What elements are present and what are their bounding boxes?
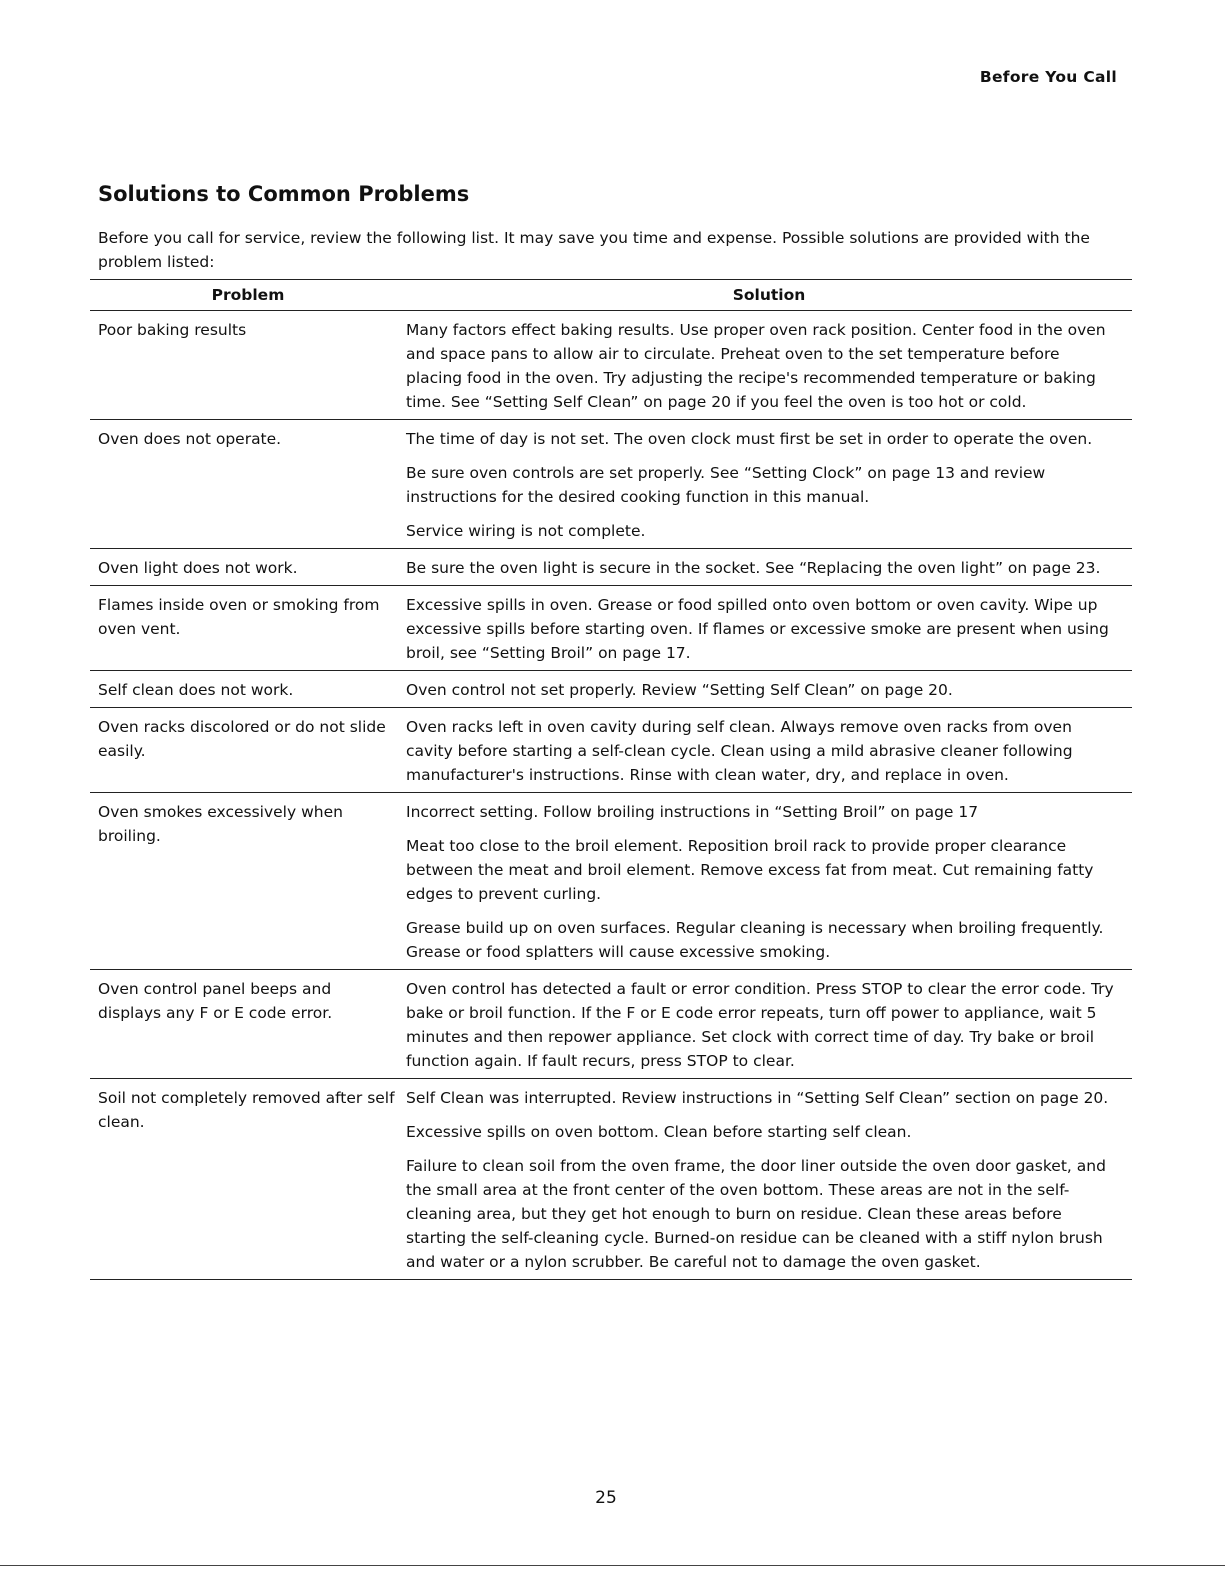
solution-paragraph: Oven control has detected a fault or error condition. Press STOP to clear the error code. Try bake or broil function. If the F or E code error repeats, turn off power to appliance, wait 5 minutes and then repower appliance. Set clock with correct time of day. Try bake or broil function again. If fault recurs, press STOP to clear.: [406, 980, 1114, 1070]
problem-cell: Oven smokes excessively when broiling.: [90, 793, 406, 970]
table-row: [90, 793, 1132, 970]
solution-paragraph: Self Clean was interrupted. Review instructions in “Setting Self Clean” section on page 20.: [406, 1089, 1109, 1107]
solution-paragraph: Meat too close to the broil element. Reposition broil rack to provide proper clearance between the meat and broil element. Remove excess fat from meat. Cut remaining fatty edges to prevent curling.: [406, 837, 1094, 903]
section-header: Before You Call: [979, 68, 1117, 86]
solution-paragraph: Excessive spills on oven bottom. Clean before starting self clean.: [406, 1123, 912, 1141]
page-title: Solutions to Common Problems: [98, 182, 470, 206]
table-row: [90, 311, 1132, 420]
solution-paragraph: Grease build up on oven surfaces. Regular cleaning is necessary when broiling frequently. Grease or food splatters will cause excessive smoking.: [406, 919, 1104, 961]
problem-cell: Poor baking results: [90, 311, 406, 420]
table-row: [90, 970, 1132, 1079]
table-header-row: [90, 280, 1132, 311]
solution-paragraph: Service wiring is not complete.: [406, 522, 646, 540]
page-bottom-rule: [0, 1565, 1225, 1566]
solution-cell: [406, 1079, 1132, 1280]
solution-cell: [406, 586, 1132, 671]
problem-cell: Oven control panel beeps and displays any F or E code error.: [90, 970, 406, 1079]
table-row: [90, 671, 1132, 708]
solution-column-header: Solution: [406, 280, 1132, 311]
solution-paragraph: Oven control not set properly. Review “Setting Self Clean” on page 20.: [406, 681, 953, 699]
problem-cell: Oven does not operate.: [90, 420, 406, 549]
problem-column-header: Problem: [90, 280, 406, 311]
table-row: [90, 708, 1132, 793]
solution-cell: [406, 970, 1132, 1079]
table-row: [90, 420, 1132, 549]
solution-paragraph: Be sure the oven light is secure in the socket. See “Replacing the oven light” on page 23.: [406, 559, 1101, 577]
solution-paragraph: Incorrect setting. Follow broiling instructions in “Setting Broil” on page 17: [406, 803, 979, 821]
solution-paragraph: Many factors effect baking results. Use proper oven rack position. Center food in the oven and space pans to allow air to circulate. Preheat oven to the set temperature before placing food in the oven. Try adjusting the recipe's recommended temperature or baking time. See “Setting Self Clean” on page 20 if you feel the oven is too hot or cold.: [406, 321, 1106, 411]
table-row: [90, 549, 1132, 586]
problem-cell: Self clean does not work.: [90, 671, 406, 708]
solution-paragraph: Failure to clean soil from the oven frame, the door liner outside the oven door gasket, and the small area at the front center of the oven bottom. These areas are not in the self-cleaning area, but they get hot enough to burn on residue. Clean these areas before starting the self-cleaning cycle. Burned-on residue can be cleaned with a stiff nylon brush and water or a nylon scrubber. Be careful not to damage the oven gasket.: [406, 1157, 1106, 1271]
problem-cell: Soil not completely removed after self clean.: [90, 1079, 406, 1280]
solution-cell: [406, 420, 1132, 549]
solution-paragraph: Excessive spills in oven. Grease or food spilled onto oven bottom or oven cavity. Wipe up excessive spills before starting oven. If flames or excessive smoke are present when using broil, see “Setting Broil” on page 17.: [406, 596, 1109, 662]
solution-cell: [406, 549, 1132, 586]
solution-paragraph: The time of day is not set. The oven clock must first be set in order to operate the oven.: [406, 430, 1093, 448]
solution-paragraph: Oven racks left in oven cavity during self clean. Always remove oven racks from oven cavity before starting a self-clean cycle. Clean using a mild abrasive cleaner following manufacturer's instructions. Rinse with clean water, dry, and replace in oven.: [406, 718, 1073, 784]
troubleshooting-table: [90, 279, 1132, 1280]
solution-cell: [406, 793, 1132, 970]
problem-cell: Oven light does not work.: [90, 549, 406, 586]
intro-paragraph: Before you call for service, review the following list. It may save you time and expense. Possible solutions are provided with the problem listed:: [98, 229, 1090, 271]
page-number: 25: [595, 1488, 617, 1508]
troubleshooting-table-container: [90, 279, 1132, 1280]
problem-cell: Flames inside oven or smoking from oven vent.: [90, 586, 406, 671]
table-row: [90, 586, 1132, 671]
solution-paragraph: Be sure oven controls are set properly. See “Setting Clock” on page 13 and review instructions for the desired cooking function in this manual.: [406, 464, 1046, 506]
table-body: [90, 311, 1132, 1280]
problem-cell: Oven racks discolored or do not slide easily.: [90, 708, 406, 793]
table-row: [90, 1079, 1132, 1280]
solution-cell: [406, 671, 1132, 708]
solution-cell: [406, 708, 1132, 793]
solution-cell: [406, 311, 1132, 420]
